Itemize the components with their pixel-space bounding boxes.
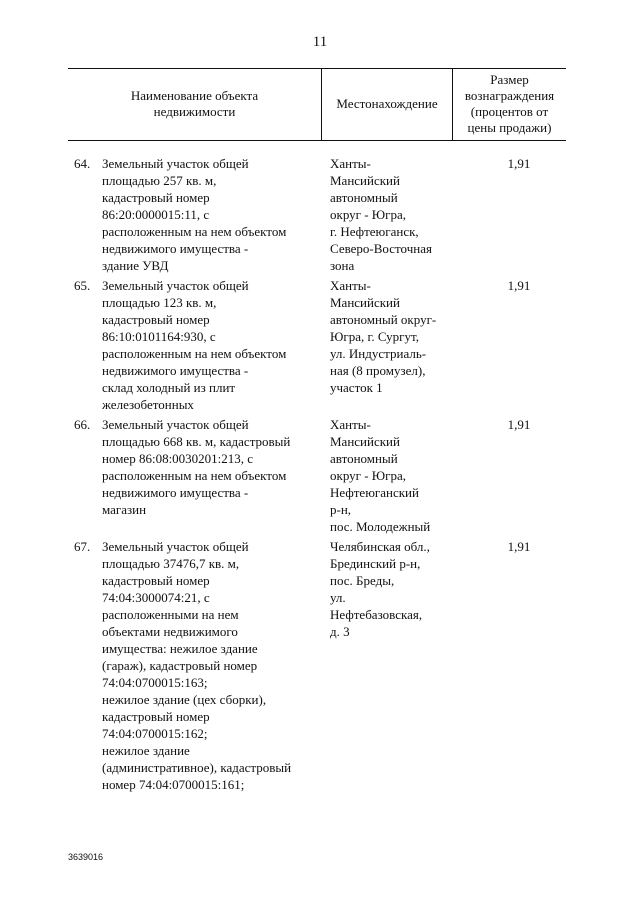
table-row bbox=[74, 277, 566, 413]
row-reward: 1,91 bbox=[507, 417, 531, 432]
table-row bbox=[74, 416, 566, 535]
row-description: Земельный участок общей площадью 668 кв. м, кадастровый номер 86:08:0030201:213, с расположенным на нем объектом недвижимого имущества - магазин bbox=[102, 417, 291, 517]
row-number: 66. bbox=[74, 417, 91, 432]
table-row bbox=[74, 155, 566, 274]
header-name bbox=[68, 68, 321, 140]
row-location: Ханты- Мансийский автономный округ - Югра, г. Нефтеюганск, Северо-Восточная зона bbox=[330, 156, 432, 273]
row-reward: 1,91 bbox=[507, 539, 531, 554]
row-number: 67. bbox=[74, 539, 91, 554]
row-location: Ханты- Мансийский автономный округ- Югра, г. Сургут, ул. Индустриаль- ная (8 промузел), участок 1 bbox=[330, 278, 437, 395]
row-description: Земельный участок общей площадью 37476,7 кв. м, кадастровый номер 74:04:3000074:21, с расположенными на нем объектами недвижимого имущества: нежилое здание (гараж), кадастровый номер 74:04:0700015:163; нежилое здание (цех сборки), кадастровый номер 74:04:0700015:162; нежилое здание (административное), кадастровый номер 74:04:0700015:161; bbox=[102, 539, 292, 792]
row-location: Челябинская обл., Брединский р-н, пос. Бреды, ул. Нефтебазовская, д. 3 bbox=[330, 539, 430, 639]
row-number: 65. bbox=[74, 278, 91, 293]
header-location bbox=[322, 68, 452, 140]
row-description: Земельный участок общей площадью 123 кв. м, кадастровый номер 86:10:0101164:930, с расположенным на нем объектом недвижимого имущества - склад холодный из плит железобетонных bbox=[102, 278, 287, 412]
header-reward bbox=[453, 68, 566, 140]
header-reward-text: Размер вознаграждения (процентов от цены продажи) bbox=[464, 72, 555, 135]
row-reward: 1,91 bbox=[507, 278, 531, 293]
row-reward: 1,91 bbox=[507, 156, 531, 171]
document-code: 3639016 bbox=[68, 852, 104, 862]
row-location: Ханты- Мансийский автономный округ - Югра, Нефтеюганский р-н, пос. Молодежный bbox=[330, 417, 431, 534]
table-row bbox=[74, 538, 566, 793]
header-name-text: Наименование объекта недвижимости bbox=[130, 88, 259, 119]
row-number: 64. bbox=[74, 156, 91, 171]
row-description: Земельный участок общей площадью 257 кв. м, кадастровый номер 86:20:0000015:11, с расположенным на нем объектом недвижимого имущества - здание УВД bbox=[102, 156, 287, 273]
page-number: 11 bbox=[312, 34, 328, 50]
table-header-rule bbox=[68, 140, 566, 141]
header-location-text: Местонахождение bbox=[336, 96, 438, 111]
table-body bbox=[74, 155, 566, 796]
